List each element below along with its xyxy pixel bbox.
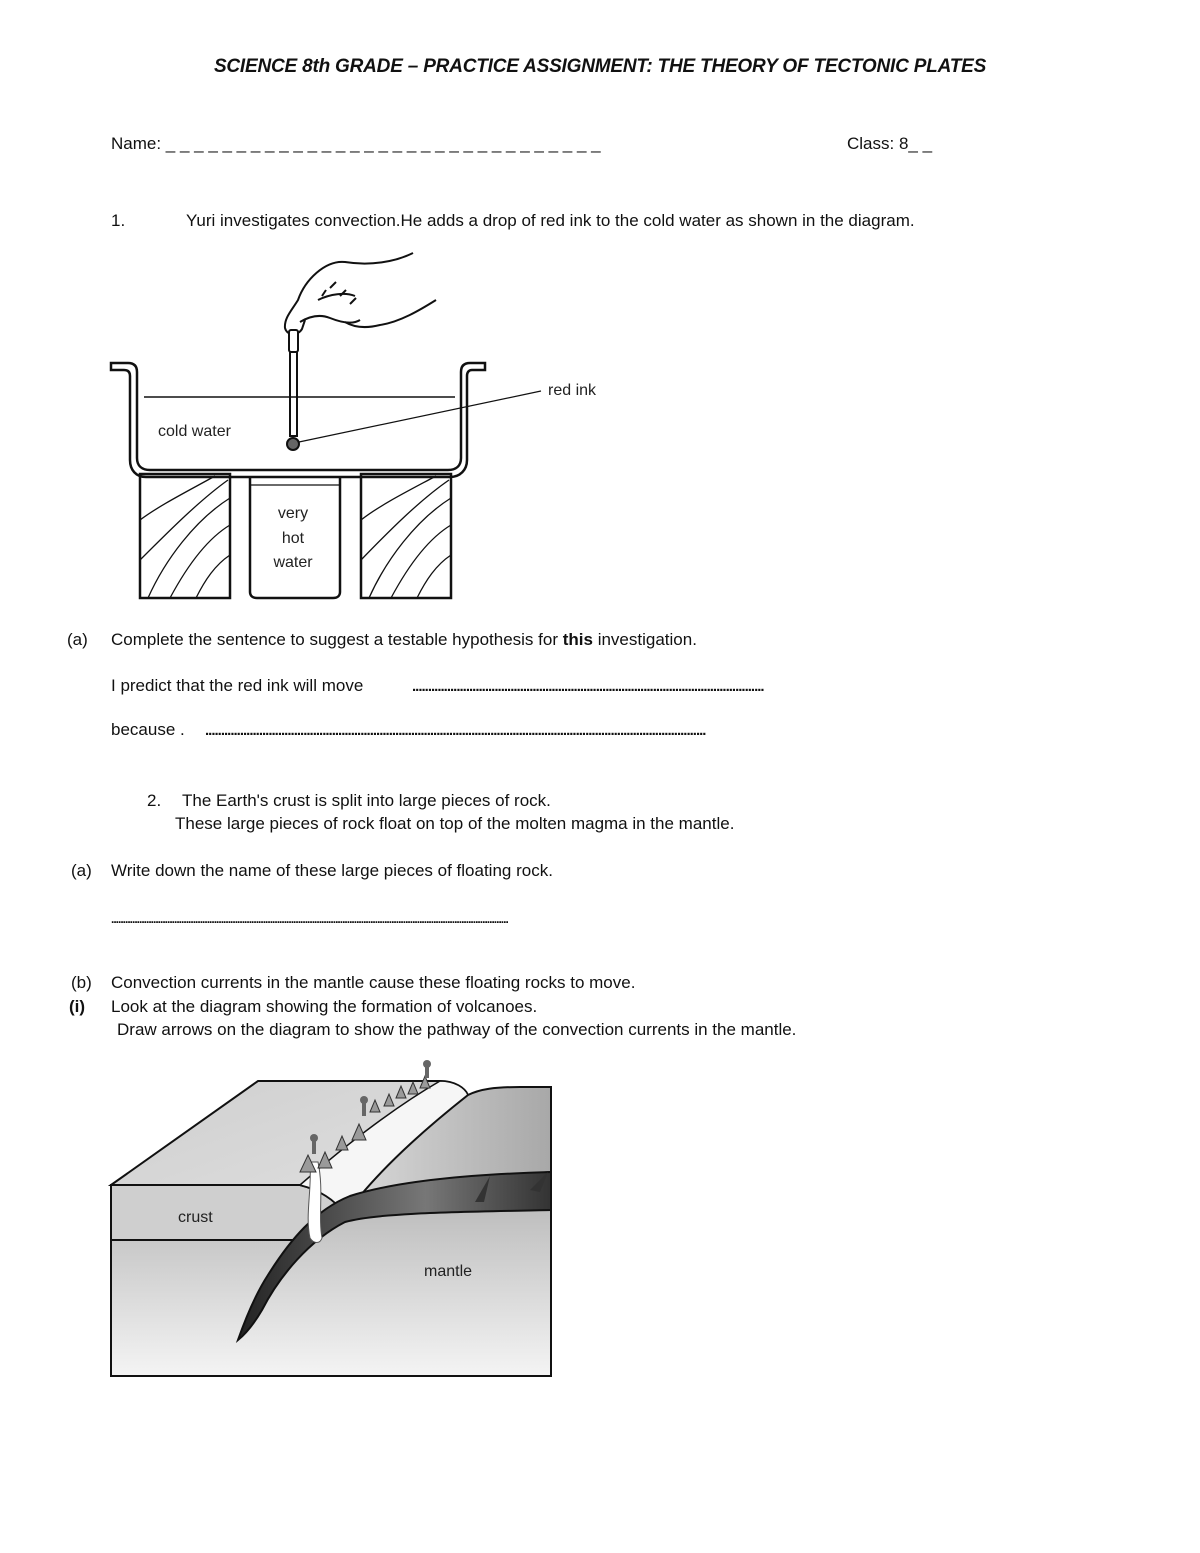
- predict-answer-line[interactable]: ...............................................................................................................: [412, 678, 764, 695]
- q2bi-text2: Draw arrows on the diagram to show the pathway of the convection currents in the mantle.: [117, 1020, 797, 1039]
- q1-text: Yuri investigates convection.He adds a drop of red ink to the cold water as shown in the diagram.: [186, 211, 915, 230]
- page-title: SCIENCE 8th GRADE – PRACTICE ASSIGNMENT: THE THEORY OF TECTONIC PLATES: [213, 56, 987, 77]
- hot-water-label-2: hot: [281, 530, 305, 547]
- q2-line1: The Earth's crust is split into large pieces of rock.: [182, 791, 551, 810]
- hot-water-label-3: water: [273, 554, 313, 571]
- name-field[interactable]: Name: _ _ _ _ _ _ _ _ _ _ _ _ _ _ _ _ _ _ _ _ _ _ _ _ _ _ _ _ _ _ _: [111, 134, 601, 153]
- q1a-text: Complete the sentence to suggest a testable hypothesis for this investigation.: [111, 630, 697, 649]
- hot-water-label-1: very: [277, 505, 309, 522]
- because-label: because .: [111, 720, 185, 739]
- class-field[interactable]: Class: 8_ _: [847, 134, 933, 153]
- q2b-text: Convection currents in the mantle cause these floating rocks to move.: [111, 973, 636, 992]
- predict-label: I predict that the red ink will move: [111, 676, 364, 695]
- q2a-marker: (a): [71, 861, 92, 880]
- q2b-marker: (b): [71, 973, 92, 992]
- q1a-marker: (a): [67, 630, 88, 649]
- q2bi-text1: Look at the diagram showing the formation of volcanoes.: [111, 997, 538, 1016]
- mantle-label: mantle: [424, 1263, 473, 1280]
- cold-water-label: cold water: [158, 423, 231, 440]
- q2a-text: Write down the name of these large pieces of floating rock.: [111, 861, 553, 880]
- q1-number: 1.: [111, 211, 126, 230]
- q2-line2: These large pieces of rock float on top of the molten magma in the mantle.: [175, 814, 735, 833]
- q2bi-marker: (i): [69, 997, 86, 1016]
- crust-label: crust: [178, 1209, 213, 1226]
- q2a-answer-line[interactable]: ..........................................................................................................................................................................: [111, 912, 508, 926]
- magma-conduit: [308, 1162, 322, 1243]
- red-ink-label: red ink: [548, 382, 597, 399]
- q2-number: 2.: [147, 791, 162, 810]
- because-answer-line[interactable]: ..............................................................................................................................................................: [205, 722, 706, 739]
